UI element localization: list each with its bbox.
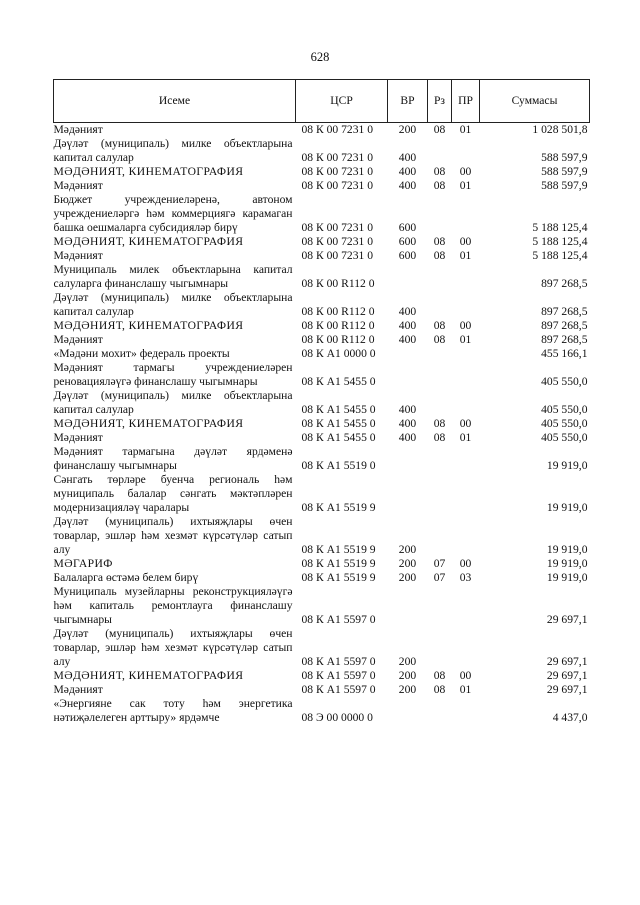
table-row	[54, 165, 590, 179]
cell-rz	[428, 291, 452, 319]
cell-sum: 19 919,0	[546, 571, 588, 584]
cell-name: Мәдәният тармагы учреждениеләрен реновацияләүгә финанслашу чыгымнары	[53, 361, 293, 388]
page-number: 628	[310, 50, 330, 64]
cell-pr	[452, 137, 480, 165]
cell-rz	[428, 347, 452, 361]
cell-name: Муниципаль музейларны реконструкцияләүгә һәм капиталь ремонтлауга финанслашу чыгымнары	[53, 585, 293, 626]
cell-csr: 08 К А1 0000 0	[301, 347, 376, 360]
cell-csr: 08 К А1 5455 0	[301, 403, 376, 416]
cell-vr: 600	[398, 235, 417, 248]
cell-pr: 00	[459, 669, 472, 682]
cell-rz: 08	[433, 235, 446, 248]
cell-vr: 600	[398, 221, 417, 234]
cell-sum: 19 919,0	[546, 557, 588, 570]
cell-csr: 08 К 00 R112 0	[301, 277, 375, 290]
table-row	[54, 515, 590, 557]
cell-name: Мәдәният	[53, 123, 103, 136]
table-row	[54, 235, 590, 249]
cell-rz: 08	[433, 319, 446, 332]
cell-name: Дәүләт (муниципаль) милке объектларына капитал салулар	[53, 137, 293, 164]
cell-rz	[428, 627, 452, 669]
cell-sum: 19 919,0	[546, 543, 588, 556]
cell-csr: 08 К 00 7231 0	[301, 249, 373, 262]
cell-name: МӘГАРИФ	[53, 557, 113, 570]
cell-name: «Энергияне сак тоту һәм энергетика нәтиҗәлелеген арттыру» ярдәмче	[53, 697, 293, 724]
header-rz: Рз	[428, 80, 452, 123]
table-row	[54, 557, 590, 571]
cell-vr: 400	[398, 403, 417, 416]
cell-csr: 08 К 00 R112 0	[301, 319, 375, 332]
table-row	[54, 683, 590, 697]
cell-sum: 29 697,1	[546, 669, 588, 682]
cell-name: Дәүләт (муниципаль) ихтыяҗлары өчен товарлар, эшләр һәм хезмәт күрсәтүләр сатып алу	[53, 627, 293, 668]
cell-name: Дәүләт (муниципаль) милке объектларына капитал салулар	[53, 291, 293, 318]
cell-name: Дәүләт (муниципаль) милке объектларына капитал салулар	[53, 389, 293, 416]
cell-pr	[452, 291, 480, 319]
table-row	[54, 431, 590, 445]
cell-csr: 08 К А1 5519 9	[301, 501, 376, 514]
cell-name: МӘДӘНИЯТ, КИНЕМАТОГРАФИЯ	[53, 417, 244, 430]
table-row	[54, 137, 590, 165]
cell-sum: 5 188 125,4	[532, 235, 588, 248]
cell-rz: 08	[433, 165, 446, 178]
cell-pr: 01	[459, 683, 472, 696]
cell-sum: 5 188 125,4	[532, 249, 588, 262]
cell-rz: 07	[433, 571, 446, 584]
cell-vr	[388, 347, 428, 361]
budget-table	[53, 79, 590, 725]
table-row	[54, 389, 590, 417]
table-row	[54, 585, 590, 627]
cell-sum: 897 268,5	[541, 333, 588, 346]
cell-sum: 405 550,0	[541, 431, 588, 444]
cell-name: Дәүләт (муниципаль) ихтыяҗлары өчен товарлар, эшләр һәм хезмәт күрсәтүләр сатып алу	[53, 515, 293, 556]
cell-name: Мәдәният	[53, 683, 103, 696]
cell-vr: 400	[398, 319, 417, 332]
table-row	[54, 291, 590, 319]
table-row	[54, 571, 590, 585]
cell-rz	[428, 361, 452, 389]
cell-rz	[428, 263, 452, 291]
cell-csr: 08 К 00 7231 0	[301, 235, 373, 248]
cell-csr: 08 К 00 7231 0	[301, 179, 373, 192]
table-row	[54, 445, 590, 473]
cell-pr: 00	[459, 417, 472, 430]
table-row	[54, 627, 590, 669]
cell-vr	[388, 473, 428, 515]
cell-pr: 01	[459, 249, 472, 262]
cell-vr: 200	[398, 123, 417, 136]
cell-vr: 400	[398, 151, 417, 164]
cell-sum: 588 597,9	[541, 151, 588, 164]
cell-vr: 400	[398, 305, 417, 318]
cell-sum: 588 597,9	[541, 165, 588, 178]
cell-rz	[428, 585, 452, 627]
cell-name: Балаларга өстәмә белем бирү	[53, 571, 199, 584]
cell-vr: 200	[398, 669, 417, 682]
cell-vr	[388, 361, 428, 389]
cell-vr: 400	[398, 179, 417, 192]
header-pr: ПР	[452, 80, 480, 123]
cell-vr: 400	[398, 333, 417, 346]
cell-sum: 897 268,5	[541, 305, 588, 318]
table-row	[54, 319, 590, 333]
cell-rz	[428, 697, 452, 725]
cell-csr: 08 К А1 5455 0	[301, 417, 376, 430]
cell-sum: 19 919,0	[546, 501, 588, 514]
cell-rz	[428, 193, 452, 235]
cell-sum: 29 697,1	[546, 655, 588, 668]
cell-pr: 00	[459, 557, 472, 570]
cell-pr	[452, 193, 480, 235]
cell-csr: 08 К А1 5519 9	[301, 543, 376, 556]
cell-csr: 08 К 00 R112 0	[301, 305, 375, 318]
cell-name: Бюджет учреждениеләренә, автоном учреждениеләргә һәм коммерциягә карамаган башка оешмаларга субсидияләр бирү	[53, 193, 293, 234]
table-body	[54, 123, 590, 726]
cell-pr	[452, 361, 480, 389]
cell-sum: 897 268,5	[541, 319, 588, 332]
cell-csr: 08 К 00 7231 0	[301, 165, 373, 178]
cell-csr: 08 К 00 7231 0	[301, 221, 373, 234]
header-csr: ЦСР	[296, 80, 388, 123]
cell-vr: 200	[398, 655, 417, 668]
cell-sum: 4 437,0	[552, 711, 588, 724]
cell-rz: 08	[433, 683, 446, 696]
cell-sum: 405 550,0	[541, 403, 588, 416]
cell-rz	[428, 137, 452, 165]
cell-name: МӘДӘНИЯТ, КИНЕМАТОГРАФИЯ	[53, 235, 244, 248]
cell-pr: 01	[459, 333, 472, 346]
cell-name: Мәдәният	[53, 179, 103, 192]
cell-rz	[428, 389, 452, 417]
table-row	[54, 347, 590, 361]
cell-name: Мәдәният	[53, 431, 103, 444]
table-row	[54, 697, 590, 725]
cell-pr	[452, 263, 480, 291]
cell-sum: 5 188 125,4	[532, 221, 588, 234]
cell-name: Мәдәният тармагына дәүләт ярдәменә финанслашу чыгымнары	[53, 445, 293, 472]
cell-name: «Мәдәни мохит» федераль проекты	[53, 347, 230, 360]
cell-csr: 08 К А1 5519 0	[301, 459, 376, 472]
table-row	[54, 179, 590, 193]
cell-name: МӘДӘНИЯТ, КИНЕМАТОГРАФИЯ	[53, 165, 244, 178]
cell-sum: 897 268,5	[541, 277, 588, 290]
cell-sum: 405 550,0	[541, 417, 588, 430]
cell-rz: 08	[433, 417, 446, 430]
cell-name: Муниципаль милек объектларына капитал салуларга финанслашу чыгымнары	[53, 263, 293, 290]
table-row	[54, 193, 590, 235]
cell-csr: 08 Э 00 0000 0	[301, 711, 373, 724]
cell-pr: 01	[459, 179, 472, 192]
table-row	[54, 263, 590, 291]
cell-vr	[388, 697, 428, 725]
cell-rz	[428, 515, 452, 557]
cell-name: МӘДӘНИЯТ, КИНЕМАТОГРАФИЯ	[53, 669, 244, 682]
header-name: Исеме	[54, 80, 296, 123]
cell-pr: 01	[459, 431, 472, 444]
cell-pr	[452, 515, 480, 557]
table-row	[54, 669, 590, 683]
cell-csr: 08 К А1 5519 9	[301, 571, 376, 584]
cell-rz: 08	[433, 333, 446, 346]
cell-sum: 1 028 501,8	[532, 123, 588, 136]
cell-sum: 19 919,0	[546, 459, 588, 472]
cell-csr: 08 К А1 5455 0	[301, 431, 376, 444]
cell-rz: 08	[433, 249, 446, 262]
cell-name: МӘДӘНИЯТ, КИНЕМАТОГРАФИЯ	[53, 319, 244, 332]
cell-pr: 03	[459, 571, 472, 584]
cell-csr: 08 К А1 5597 0	[301, 613, 376, 626]
cell-csr: 08 К А1 5597 0	[301, 655, 376, 668]
cell-csr: 08 К 00 7231 0	[301, 151, 373, 164]
table-row	[54, 473, 590, 515]
cell-vr: 600	[398, 249, 417, 262]
cell-csr: 08 К 00 7231 0	[301, 123, 373, 136]
cell-sum: 29 697,1	[546, 613, 588, 626]
header-vr: ВР	[388, 80, 428, 123]
cell-vr: 400	[398, 431, 417, 444]
header-sum: Суммасы	[480, 80, 590, 123]
cell-name: Сәнгать төрләре буенча региональ һәм муниципаль балалар сәнгать мәктәпләрен модернизацияләү чаралары	[53, 473, 293, 514]
cell-csr: 08 К А1 5519 9	[301, 557, 376, 570]
cell-csr: 08 К 00 R112 0	[301, 333, 375, 346]
cell-pr	[452, 445, 480, 473]
cell-pr	[452, 697, 480, 725]
cell-pr	[452, 389, 480, 417]
cell-name: Мәдәният	[53, 333, 103, 346]
cell-rz: 08	[433, 431, 446, 444]
cell-csr: 08 К А1 5597 0	[301, 683, 376, 696]
cell-rz: 08	[433, 179, 446, 192]
cell-vr: 400	[398, 165, 417, 178]
cell-vr	[388, 585, 428, 627]
cell-name: Мәдәният	[53, 249, 103, 262]
cell-sum: 588 597,9	[541, 179, 588, 192]
cell-vr: 200	[398, 683, 417, 696]
cell-vr	[388, 263, 428, 291]
cell-csr: 08 К А1 5455 0	[301, 375, 376, 388]
cell-pr	[452, 627, 480, 669]
cell-rz	[428, 473, 452, 515]
cell-rz: 08	[433, 669, 446, 682]
cell-rz: 08	[433, 123, 446, 136]
table-row	[54, 123, 590, 138]
cell-sum: 29 697,1	[546, 683, 588, 696]
cell-pr: 00	[459, 235, 472, 248]
cell-sum: 405 550,0	[541, 375, 588, 388]
cell-sum: 455 166,1	[541, 347, 588, 360]
cell-pr	[452, 347, 480, 361]
cell-csr: 08 К А1 5597 0	[301, 669, 376, 682]
cell-vr: 200	[398, 557, 417, 570]
cell-pr	[452, 473, 480, 515]
table-header	[54, 80, 590, 123]
table-row	[54, 249, 590, 263]
cell-vr: 200	[398, 543, 417, 556]
cell-rz: 07	[433, 557, 446, 570]
table-row	[54, 361, 590, 389]
cell-pr: 00	[459, 165, 472, 178]
cell-vr: 200	[398, 571, 417, 584]
cell-rz	[428, 445, 452, 473]
cell-vr: 400	[398, 417, 417, 430]
cell-pr	[452, 585, 480, 627]
cell-pr: 00	[459, 319, 472, 332]
cell-vr	[388, 445, 428, 473]
table-row	[54, 417, 590, 431]
table-row	[54, 333, 590, 347]
cell-pr: 01	[459, 123, 472, 136]
